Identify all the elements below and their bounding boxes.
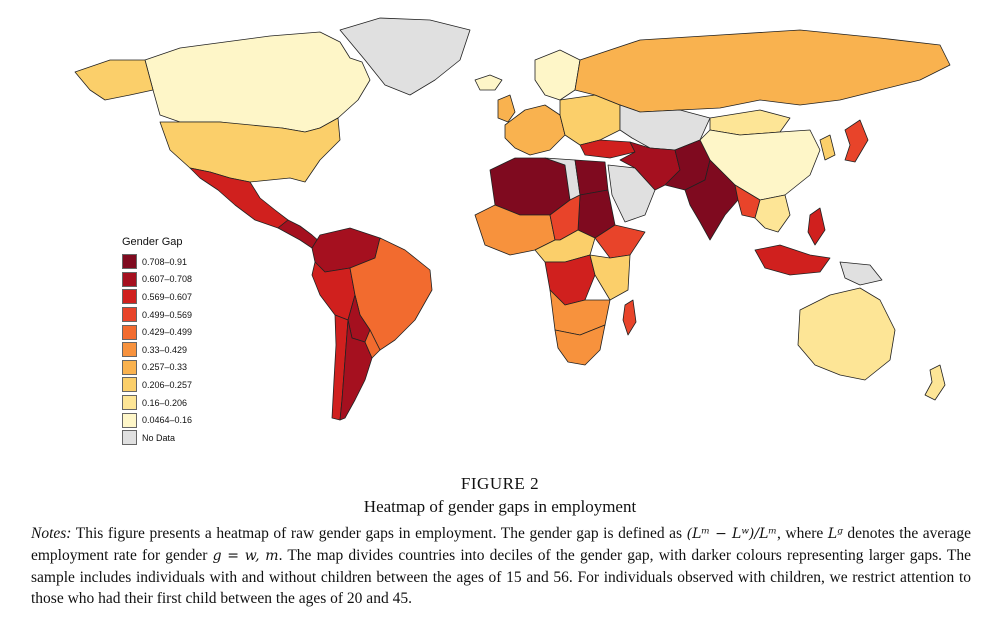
legend-swatch <box>122 325 137 340</box>
legend-rows <box>122 253 192 447</box>
figure-title: Heatmap of gender gaps in employment <box>363 497 637 516</box>
region-indonesia <box>755 245 830 275</box>
legend-item <box>122 376 192 394</box>
notes-formula-gender: g = w, m <box>212 548 279 564</box>
region-egypt <box>575 160 608 195</box>
legend-swatch <box>122 377 137 392</box>
notes-text-4: . The map divides countries into deciles of the gender gap, with darker colours representing larger gaps. The sample includes individuals with and without children between the ages of 15 and 56. For individuals observed with children, we restrict attention to those who had their first child between the ages of 20 and 45. <box>31 547 972 607</box>
region-north-africa-west <box>490 158 570 215</box>
legend-label: 0.0464–0.16 <box>142 415 193 426</box>
legend-label: 0.257–0.33 <box>142 362 188 373</box>
legend-label: 0.569–0.607 <box>142 291 193 302</box>
legend-item <box>122 253 192 271</box>
region-new-zealand <box>925 365 945 400</box>
legend-swatch <box>122 289 137 304</box>
legend-item <box>122 411 192 429</box>
region-australia <box>798 288 895 380</box>
legend-label: 0.499–0.569 <box>142 309 193 320</box>
notes-text-2: , where <box>776 525 828 542</box>
region-madagascar <box>623 300 636 335</box>
legend-item <box>122 288 192 306</box>
region-mongolia <box>710 110 790 135</box>
map-legend <box>122 236 192 447</box>
legend-swatch <box>122 430 137 445</box>
legend-label: No Data <box>142 432 176 443</box>
legend-swatch <box>122 272 137 287</box>
legend-label: 0.206–0.257 <box>142 379 193 390</box>
notes-formula-gap: (Lᵐ − Lʷ)/Lᵐ <box>686 526 777 542</box>
notes-text-1: This figure presents a heatmap of raw gender gaps in employment. The gender gap is defined as <box>71 525 687 542</box>
region-peru-ecuador <box>312 262 355 320</box>
region-scandinavia <box>535 50 580 100</box>
figure-notes <box>31 523 971 609</box>
region-central-america <box>278 220 320 248</box>
region-iceland <box>475 75 502 90</box>
region-east-africa <box>590 255 630 300</box>
legend-swatch <box>122 254 137 269</box>
region-papua-new-guinea <box>840 262 882 285</box>
legend-swatch <box>122 307 137 322</box>
notes-text-3: denotes the average employment rate for gender <box>31 525 971 564</box>
region-korea <box>820 135 835 160</box>
legend-label: 0.607–0.708 <box>142 274 193 285</box>
region-russia <box>575 30 950 112</box>
region-thailand-indochina <box>755 195 790 232</box>
region-japan <box>845 120 868 162</box>
region-uk-ireland <box>498 95 515 122</box>
notes-formula-rate: Lᵍ <box>827 526 843 542</box>
notes-label: Notes: <box>31 525 72 542</box>
legend-item <box>122 359 192 377</box>
legend-item <box>122 271 192 289</box>
legend-label: 0.33–0.429 <box>142 344 188 355</box>
legend-swatch <box>122 342 137 357</box>
legend-swatch <box>122 360 137 375</box>
legend-swatch <box>122 413 137 428</box>
legend-item <box>122 341 192 359</box>
region-philippines <box>808 208 825 245</box>
legend-item <box>122 323 192 341</box>
legend-label: 0.429–0.499 <box>142 327 193 338</box>
legend-title: Gender Gap <box>122 236 183 248</box>
region-turkey <box>580 140 635 158</box>
region-eastern-europe <box>560 95 620 145</box>
region-alaska <box>75 60 153 100</box>
legend-swatch <box>122 395 137 410</box>
region-canada <box>145 32 370 132</box>
legend-item <box>122 394 192 412</box>
legend-item <box>122 429 192 447</box>
legend-item <box>122 306 192 324</box>
legend-label: 0.708–0.91 <box>142 256 188 267</box>
figure-label: FIGURE 2 <box>460 474 540 493</box>
legend-label: 0.16–0.206 <box>142 397 188 408</box>
